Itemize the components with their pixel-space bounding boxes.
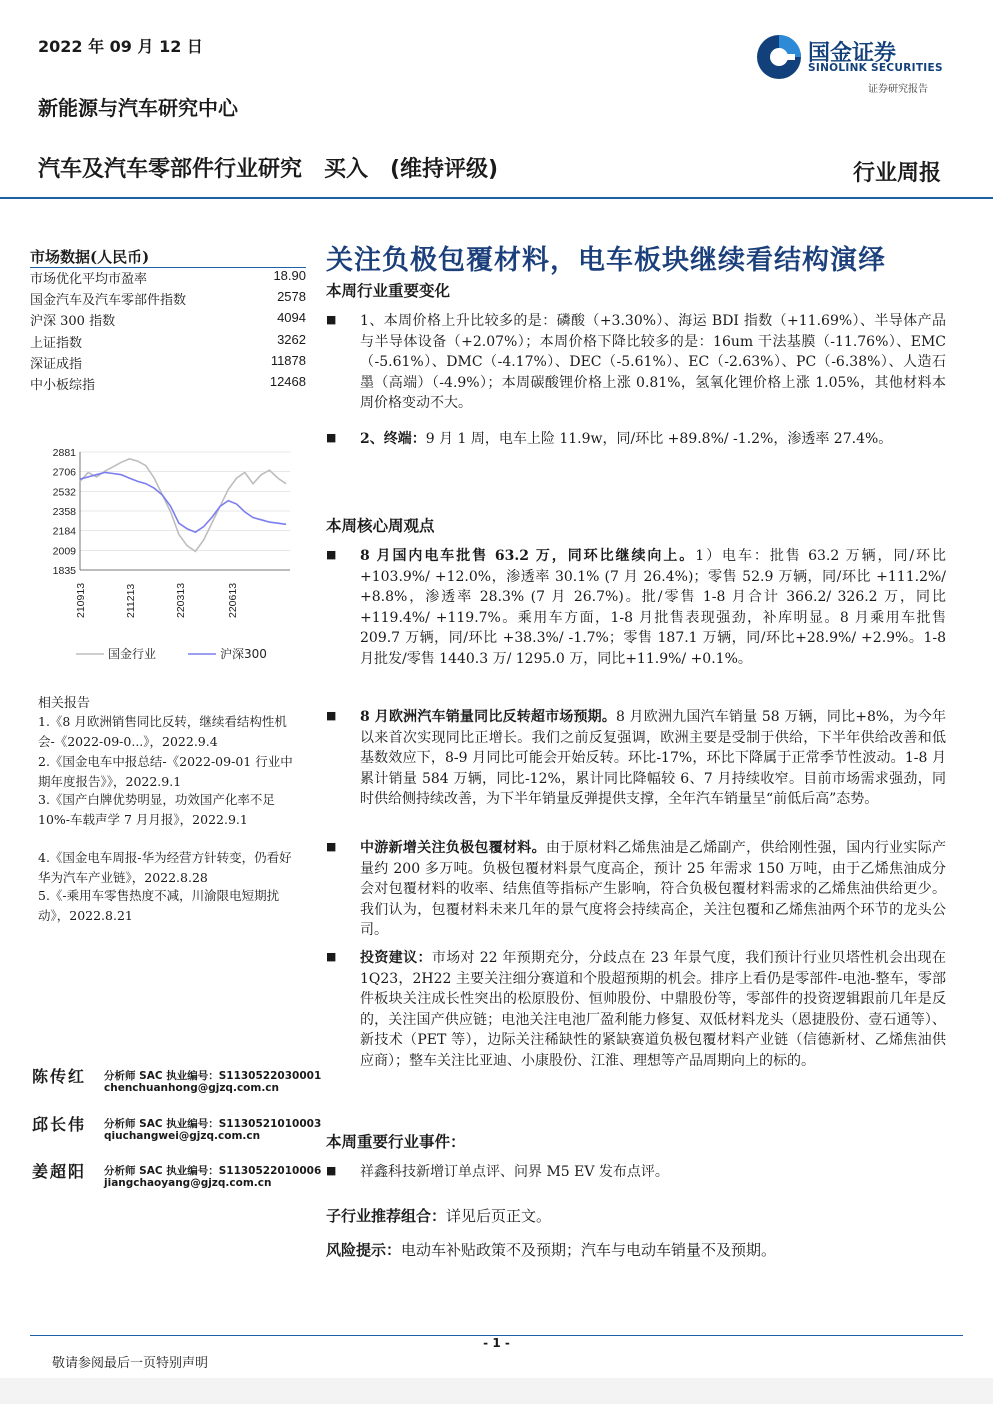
logo-text-cn: 国金证券 bbox=[808, 41, 897, 66]
bullet-text bbox=[360, 707, 946, 810]
bullet-body: 1）电车：批售 63.2 万辆，同/环比 +103.9%/ +12.0%，渗透率 30.1% (7 月 26.4%)；零售 52.9 万辆，同/环比 +111.2%/ +8.8%，渗透率 28.3% (7 月 26.7%)。批/零售 1-8 月合计 366.2/ 326.2 万，同比+119.4%/ +119.7%。乘用车方面，1-8 月批售表现强劲，补库明显。8 月乘用车批售 209.7 万辆，同/环比 +38.3%/ -1.7%；零售 187.1 万辆，同/环比+28.9%/ +2.9%。1-8 月批发/零售 1440.3 万/ 1295.0 万，同比+11.9%/ +0.1%。 bbox=[360, 548, 946, 667]
bullet-item bbox=[326, 311, 946, 414]
bullet-lead: 中游新增关注负极包覆材料。 bbox=[360, 840, 546, 856]
market-data-label: 市场优化平均市盈率 bbox=[30, 272, 148, 287]
bullet-text bbox=[360, 429, 946, 450]
bullet-item bbox=[326, 948, 946, 1092]
bullet-lead: 2、终端： bbox=[360, 431, 426, 447]
analyst-license: 分析师 SAC 执业编号：S1130521010003 bbox=[104, 1118, 322, 1130]
research-center: 新能源与汽车研究中心 bbox=[38, 96, 238, 120]
legend-label-hs300: 沪深300 bbox=[220, 647, 267, 661]
chart-y-tick-label: 1835 bbox=[52, 565, 76, 577]
bullet-square-icon: ■ bbox=[326, 840, 337, 853]
analyst-email: jiangchaoyang@gjzq.com.cn bbox=[104, 1177, 272, 1189]
header-divider bbox=[0, 197, 993, 199]
industry-rating: 汽车及汽车零部件行业研究 买入 (维持评级) bbox=[38, 157, 499, 182]
analyst-license: 分析师 SAC 执业编号：S1130522010006 bbox=[104, 1165, 322, 1177]
bullet-body: 1、本周价格上升比较多的是：磷酸（+3.30%）、海运 BDI 指数（+11.69%）、半导体产品与半导体设备（+2.07%）；本周价格下降比较多的是：16um 干法基膜（-11.76%）、EMC（-5.61%）、DMC（-4.17%）、DEC（-5.61%）、EC（-2.63%）、PC（-6.38%）、人造石墨（高端）（-4.9%）；本周碳酸锂价格上涨 0.81%，氢氧化锂价格上涨 1.05%，其他材料本周价格变动不大。 bbox=[360, 313, 946, 411]
bullet-item bbox=[326, 838, 946, 941]
bullet-square-icon: ■ bbox=[326, 313, 337, 326]
bullet-item bbox=[326, 429, 946, 470]
report-date: 2022 年 09 月 12 日 bbox=[38, 37, 203, 56]
market-data-value: 12468 bbox=[269, 374, 306, 389]
bullet-body: 9 月 1 周，电车上险 11.9w，同/环比 +89.8%/ -1.2%，渗透率 27.4%。 bbox=[425, 431, 893, 447]
chart-x-tick-label: 220313 bbox=[175, 582, 187, 618]
analyst-name: 邱长伟 bbox=[32, 1115, 87, 1134]
bullet-square-icon: ■ bbox=[326, 709, 337, 722]
risk-text: 电动车补贴政策不及预期；汽车与电动车销量不及预期。 bbox=[401, 1241, 777, 1259]
sub-industry-label: 子行业推荐组合： bbox=[326, 1207, 447, 1225]
market-data-row bbox=[30, 353, 306, 374]
market-data-value: 4094 bbox=[277, 310, 306, 326]
market-data-label: 沪深 300 指数 bbox=[30, 314, 116, 330]
bullet-square-icon: ■ bbox=[326, 950, 337, 963]
market-data-title: 市场数据(人民币) bbox=[30, 248, 150, 266]
market-data-row bbox=[30, 268, 306, 289]
related-report-item: 3.《国产白牌优势明显，功效国产化率不足 10%-车载声学 7 月月报》，2022.9.1 bbox=[38, 792, 275, 827]
risk-warning bbox=[326, 1239, 776, 1260]
bullet-text bbox=[360, 1162, 946, 1183]
document-type: 行业周报 bbox=[852, 160, 941, 186]
chart-x-tick-label: 211213 bbox=[125, 583, 137, 618]
bullet-text bbox=[360, 948, 946, 1071]
chart-y-tick-label: 2358 bbox=[52, 506, 76, 518]
section-weekly-changes-title: 本周行业重要变化 bbox=[326, 281, 451, 300]
analyst-card bbox=[32, 1112, 322, 1152]
legend-label-industry: 国金行业 bbox=[108, 647, 157, 661]
analyst-email: qiuchangwei@gjzq.com.cn bbox=[104, 1130, 261, 1142]
market-data-row bbox=[30, 332, 306, 353]
market-data-label: 中小板综指 bbox=[30, 378, 96, 393]
chart-y-tick-label: 2184 bbox=[52, 525, 76, 538]
chart-y-tick-label: 2009 bbox=[52, 545, 76, 558]
market-data-row bbox=[30, 289, 306, 310]
bullet-text bbox=[360, 838, 946, 941]
section-industry-events-title: 本周重要行业事件： bbox=[326, 1132, 466, 1151]
analyst-name: 陈传红 bbox=[32, 1067, 87, 1086]
bullet-square-icon: ■ bbox=[326, 1164, 337, 1177]
related-reports-title: 相关报告 bbox=[38, 696, 91, 711]
bullet-square-icon: ■ bbox=[326, 548, 337, 561]
market-data-value: 11878 bbox=[270, 352, 306, 368]
analyst-card bbox=[32, 1064, 322, 1104]
market-data-label: 国金汽车及汽车零部件指数 bbox=[30, 293, 187, 309]
market-data-value: 18.90 bbox=[273, 268, 306, 283]
bullet-lead: 8 月欧洲汽车销量同比反转超市场预期。 bbox=[360, 709, 617, 725]
analyst-license: 分析师 SAC 执业编号：S1130522030001 bbox=[104, 1070, 322, 1082]
bullet-body: 由于原材料乙烯焦油是乙烯副产，供给刚性强，国内行业实际产量约 200 多万吨。负极包覆材料景气度高企，预计 25 年需求 150 万吨，由于乙烯焦油成分会对包覆材料的收率、结焦值等指标产生影响，符合负极包覆材料需求的乙烯焦油供给更少。我们认为，包覆材料未来几年的景气度将会持续高企，关注包覆和乙烯焦油两个环节的龙头公司。 bbox=[360, 840, 947, 938]
related-report-item: 4.《国金电车周报-华为经营方针转变，仍看好华为汽车产业链》，2022.8.28 bbox=[38, 850, 292, 885]
bullet-item bbox=[326, 1162, 946, 1183]
chart-x-tick-label: 220613 bbox=[227, 582, 239, 618]
bullet-body: 市场对 22 年预期充分，分歧点在 23 年景气度，我们预计行业贝塔性机会出现在 1Q23，2H22 主要关注细分赛道和个股超预期的机会。排序上看仍是零部件-电池-整车，零部件板块关注成长性突出的松原股份、恒帅股份、中鼎股份等，零部件的投资逻辑跟前几年是反的，关注国产供应链；电池关注电池厂盈利能力修复、双低材料龙头（恩捷股份、壹石通等）、新技术（PET 等），边际关注稀缺性的紧缺赛道负极包覆材料产业链（信德新材、乙烯焦油供应商）；整车关注比亚迪、小康股份、江淮、理想等产品周期向上的标的。 bbox=[360, 950, 946, 1069]
market-data-row bbox=[30, 374, 306, 395]
page-number: - 1 - bbox=[483, 1336, 510, 1350]
market-data-label: 深证成指 bbox=[30, 356, 83, 372]
logo-text-en: SINOLINK SECURITIES bbox=[808, 62, 943, 74]
bullet-square-icon: ■ bbox=[326, 431, 337, 444]
index-comparison-chart bbox=[28, 440, 308, 675]
section-core-views-title: 本周核心周观点 bbox=[326, 516, 435, 535]
sinolink-logo-icon bbox=[754, 32, 804, 82]
logo-subtitle: 证券研究报告 bbox=[868, 84, 928, 95]
bullet-lead: 8 月国内电车批售 63.2 万，同环比继续向上。 bbox=[360, 548, 696, 564]
market-data-row bbox=[30, 310, 306, 331]
related-report-item: 1.《8 月欧洲销售同比反转，继续看结构性机会-《2022-09-0...》，2022.9.4 bbox=[38, 714, 287, 749]
analyst-name: 姜超阳 bbox=[32, 1162, 87, 1181]
bullet-body: 祥鑫科技新增订单点评、问界 M5 EV 发布点评。 bbox=[360, 1164, 669, 1180]
market-data-label: 上证指数 bbox=[30, 335, 83, 351]
bullet-item bbox=[326, 546, 946, 690]
analyst-card bbox=[32, 1159, 322, 1199]
market-data-value: 2578 bbox=[277, 289, 306, 305]
sub-industry-portfolio bbox=[326, 1205, 551, 1226]
chart-y-tick-label: 2881 bbox=[52, 447, 76, 459]
risk-label: 风险提示： bbox=[326, 1241, 402, 1259]
related-report-item: 5.《-乘用车零售热度不减，川渝限电短期扰动》，2022.8.21 bbox=[38, 888, 280, 923]
bullet-text bbox=[360, 546, 946, 669]
sub-industry-text: 详见后页正文。 bbox=[446, 1207, 552, 1225]
bullet-text bbox=[360, 311, 946, 414]
related-report-item: 2.《国金电车中报总结-《2022-09-01 行业中期年度报告》》，2022.9.1 bbox=[38, 754, 293, 789]
analyst-email: chenchuanhong@gjzq.com.cn bbox=[104, 1082, 280, 1094]
chart-y-tick-label: 2706 bbox=[52, 466, 76, 479]
disclaimer-note: 敬请参阅最后一页特别声明 bbox=[52, 1356, 209, 1371]
footer-bar bbox=[0, 1378, 993, 1404]
chart-y-tick-label: 2532 bbox=[52, 486, 76, 499]
chart-x-tick-label: 210913 bbox=[75, 582, 87, 618]
bullet-lead: 投资建议： bbox=[360, 950, 432, 966]
bullet-item bbox=[326, 707, 946, 830]
bullet-body: 8 月欧洲九国汽车销量 58 万辆，同比+8%，为今年以来首次实现同比正增长。我们之前反复强调，欧洲主要是受制于供给，下半年供给改善和低基数效应下，8-9 月同比可能会开始反转。环比-17%，环比下降属于正常季节性波动。1-8 月累计销量 584 万辆，同比-12%，累计同比降幅较 6、7 月持续收窄。目前市场需求强劲，同时供给侧持续改善，为下半年销量反弹提供支撑，全年汽车销量呈“前低后高”态势。 bbox=[360, 709, 946, 807]
report-headline: 关注负极包覆材料，电车板块继续看结构演绎 bbox=[326, 245, 886, 276]
market-data-value: 3262 bbox=[277, 331, 306, 347]
